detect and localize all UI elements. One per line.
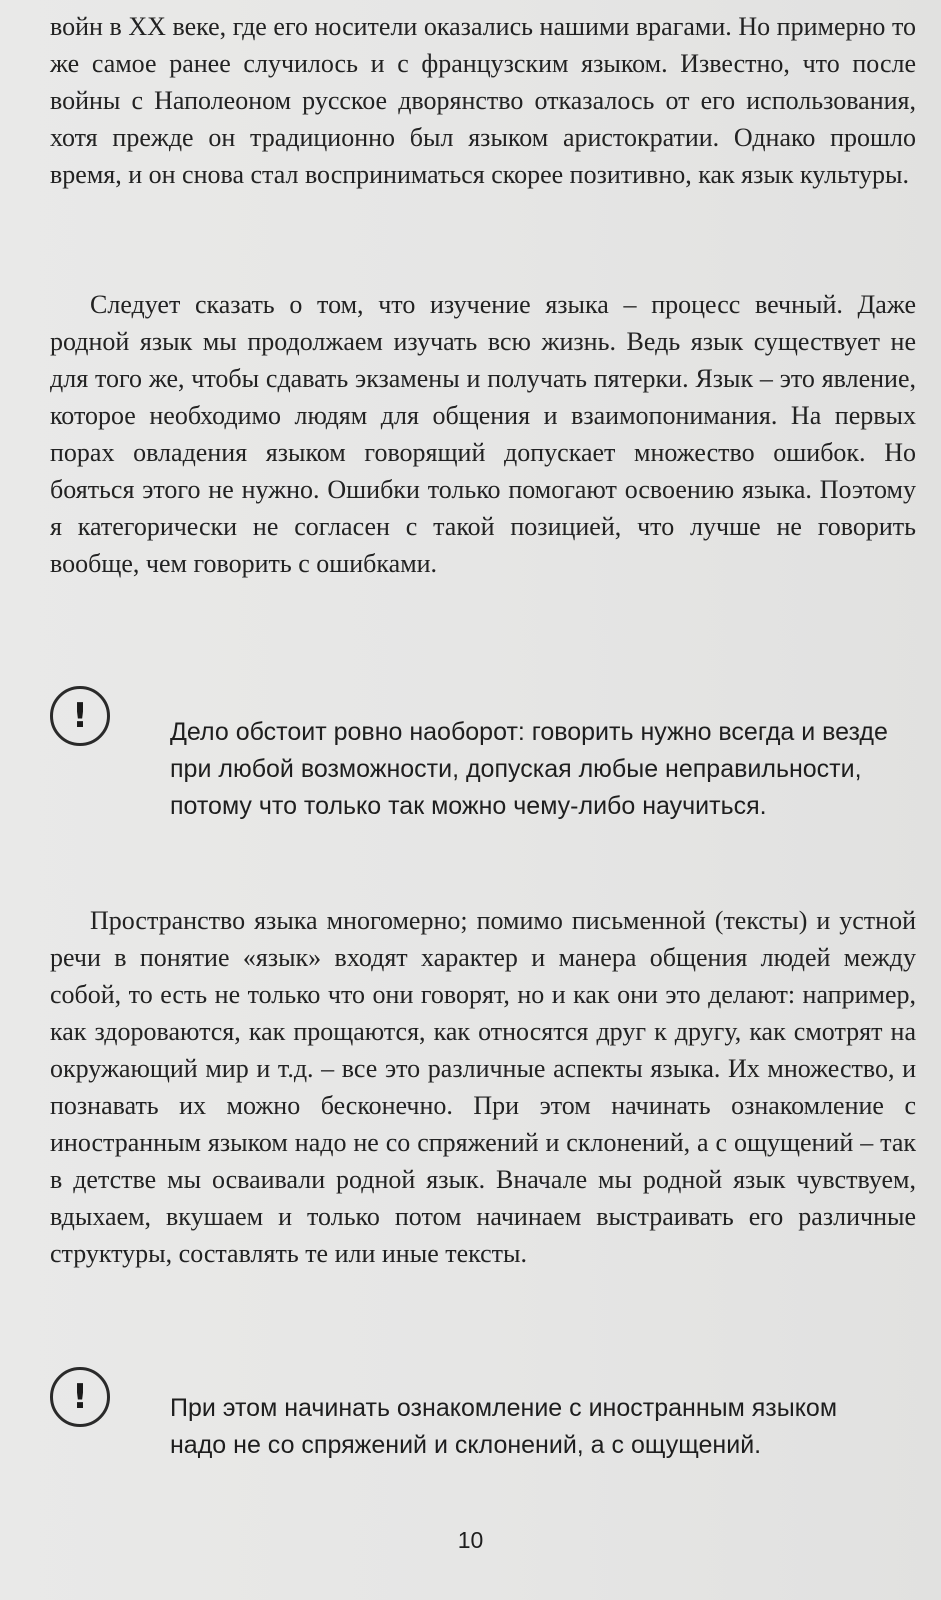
callout-text-2: При этом начинать ознакомление с иностранным языком надо не со спряжений и склонений, а с ощущений. (170, 1394, 838, 1459)
body-paragraph-2: Следует сказать о том, что изучение языка – процесс вечный. Даже родной язык мы продолжаем изучать всю жизнь. Ведь язык существует не для того же, чтобы сдавать экзамены и получать пятерки. Язык – это явление, которое необходимо людям для общения и взаимопонимания. На первых порах овладения языком говорящий допускает множество ошибок. Но бояться этого не нужно. Ошибки только помогают освоению языка. Поэтому я категорически не согласен с такой позицией, что лучше не говорить вообще, чем говорить с ошибками. (50, 290, 916, 578)
callout-text-1: Дело обстоит ровно наоборот: говорить нужно всегда и везде при любой возможности, допуская любые неправильности, потому что только так можно чему-либо научиться. (170, 718, 888, 820)
exclamation-icon: ! (50, 686, 110, 746)
body-paragraph-3: Пространство языка многомерно; помимо письменной (тексты) и устной речи в понятие «язык» входят характер и манера общения людей между собой, то есть не только что они говорят, но и как они это делают: например, как здороваются, как прощаются, как относятся друг к другу, как смотрят на окружающий мир и т.д. – все это различные аспекты языка. Их множество, и познавать их можно бесконечно. При этом начинать ознакомление с иностранным языком надо не со спряжений и склонений, а с ощущений – так в детстве мы осваивали родной язык. Вначале мы родной язык чувствуем, вдыхаем, вкушаем и только потом начинаем выстраивать его различные структуры, составлять те или иные тексты. (50, 906, 916, 1268)
exclamation-icon: ! (50, 1367, 110, 1427)
page-number: 10 (457, 1527, 484, 1553)
body-paragraph-1: войн в XX веке, где его носители оказались нашими врагами. Но примерно то же самое ранее случилось и с французским языком. Известно, что после войны с Наполеоном русское дворянство отказалось от его использования, хотя прежде он традиционно был языком аристократии. Однако прошло время, и он снова стал восприниматься скорее позитивно, как язык культуры. (50, 12, 916, 189)
